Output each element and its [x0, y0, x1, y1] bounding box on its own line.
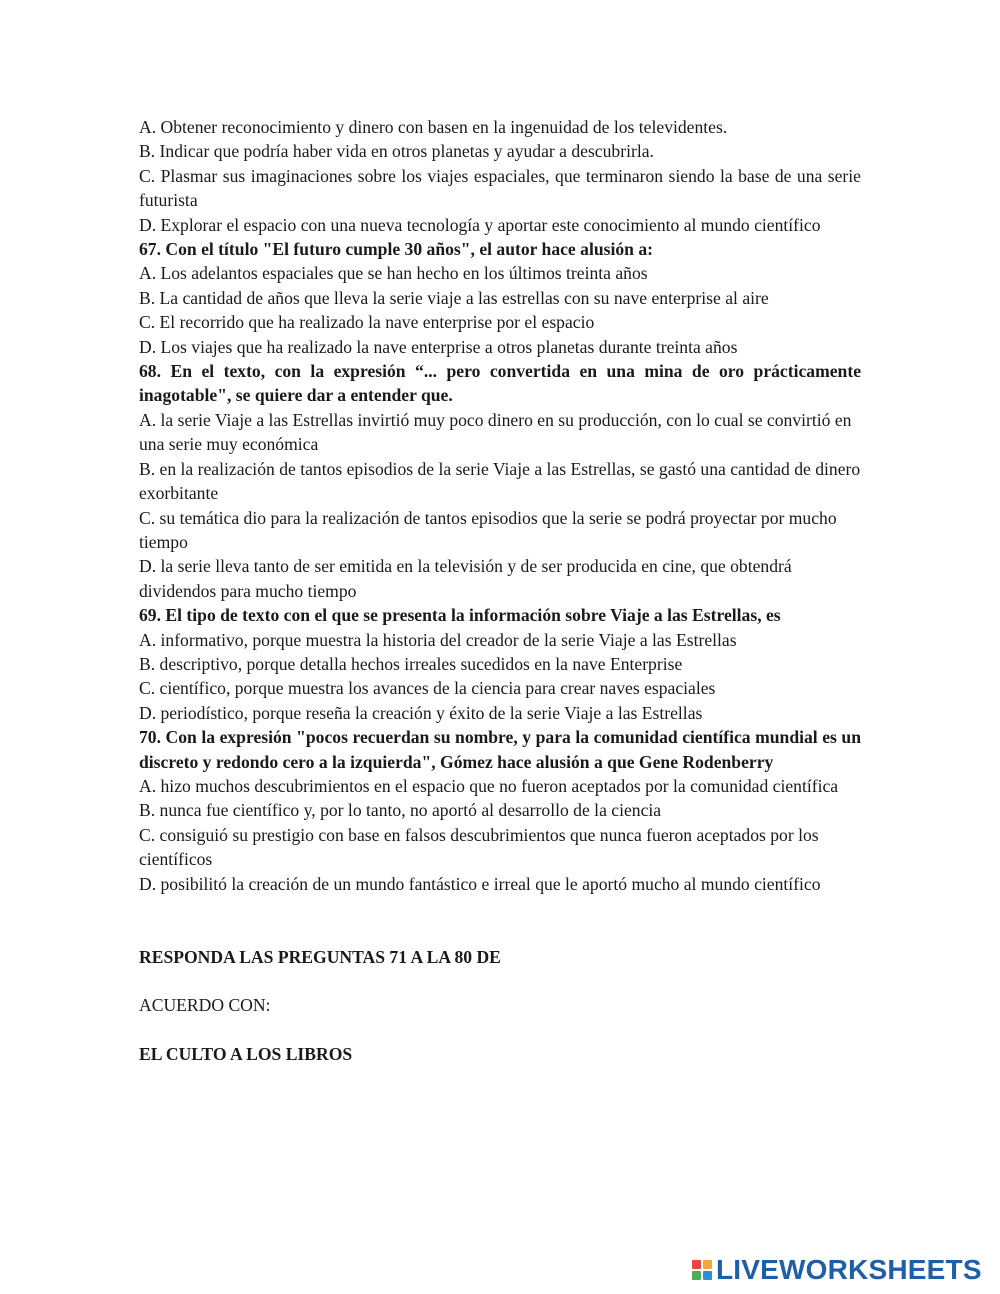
q70-option-b: B. nunca fue científico y, por lo tanto, no aportó al desarrollo de la ciencia [139, 800, 662, 821]
q68-option-a: A. la serie Viaje a las Estrellas invirtió muy poco dinero en su producción, con lo cual se convirtió en una serie muy económica [139, 409, 852, 455]
q69-option-d: D. periodístico, porque reseña la creación y éxito de la serie Viaje a las Estrellas [139, 702, 703, 723]
q68-option-c: C. su temática dio para la realización de tantos episodios que la serie se podrá proyectar por mucho tiempo [139, 507, 837, 552]
q67-option-a: A. Los adelantos espaciales que se han hecho en los últimos treinta años [139, 263, 648, 284]
logo-square-blue [703, 1271, 712, 1280]
liveworksheets-logo [692, 1254, 982, 1286]
section-title: EL CULTO A LOS LIBROS [139, 1043, 353, 1064]
q66-option-b: B. Indicar que podría haber vida en otros planetas y ayudar a descubrirla. [139, 141, 654, 162]
q70-question: 70. Con la expresión "pocos recuerdan su nombre, y para la comunidad científica mundial es un discreto y redondo cero a la izquierda", Gómez hace alusión a que Gene Rodenberry [139, 727, 861, 772]
logo-square-red [692, 1260, 701, 1269]
logo-mark-icon [692, 1260, 712, 1280]
logo-square-green [692, 1271, 701, 1280]
q68-question: 68. En el texto, con la expresión “... pero convertida en una mina de oro prácticamente inagotable", se quiere dar a entender que. [139, 361, 861, 406]
section-subheading: ACUERDO CON: [139, 995, 271, 1016]
q66-option-a: A. Obtener reconocimiento y dinero con basen en la ingenuidad de los televidentes. [139, 117, 728, 137]
q69-option-b: B. descriptivo, porque detalla hechos irreales sucedidos en la nave Enterprise [139, 653, 683, 674]
q70-option-a: A. hizo muchos descubrimientos en el espacio que no fueron aceptados por la comunidad científica [139, 775, 839, 796]
logo-text: LIVEWORKSHEETS [716, 1254, 982, 1285]
q70-option-c: C. consiguió su prestigio con base en falsos descubrimientos que nunca fueron aceptados por los científicos [139, 824, 819, 870]
q68-option-d: D. la serie lleva tanto de ser emitida en la televisión y de ser producida en cine, que obtendrá dividendos para mucho tiempo [139, 556, 792, 601]
q66-option-c: C. Plasmar sus imaginaciones sobre los viajes espaciales, que terminaron siendo la base de una serie futurista [139, 165, 861, 211]
worksheet-page [139, 115, 861, 1066]
logo-square-orange [703, 1260, 712, 1269]
q67-question: 67. Con el título "El futuro cumple 30 años", el autor hace alusión a: [139, 239, 653, 260]
q69-question: 69. El tipo de texto con el que se presenta la información sobre Viaje a las Estrellas, es [139, 605, 781, 626]
q69-option-c: C. científico, porque muestra los avances de la ciencia para crear naves espaciales [139, 678, 716, 699]
q67-option-b: B. La cantidad de años que lleva la serie viaje a las estrellas con su nave enterprise al aire [139, 287, 769, 308]
section-heading: RESPONDA LAS PREGUNTAS 71 A LA 80 DE [139, 947, 501, 967]
q67-option-c: C. El recorrido que ha realizado la nave enterprise por el espacio [139, 312, 595, 333]
q69-option-a: A. informativo, porque muestra la historia del creador de la serie Viaje a las Estrellas [139, 629, 737, 650]
q67-option-d: D. Los viajes que ha realizado la nave enterprise a otros planetas durante treinta años [139, 336, 738, 357]
q66-option-d: D. Explorar el espacio con una nueva tecnología y aportar este conocimiento al mundo científico [139, 214, 821, 235]
q70-option-d: D. posibilitó la creación de un mundo fantástico e irreal que le aportó mucho al mundo científico [139, 873, 821, 894]
q68-option-b: B. en la realización de tantos episodios de la serie Viaje a las Estrellas, se gastó una cantidad de dinero exorbitante [139, 458, 861, 504]
